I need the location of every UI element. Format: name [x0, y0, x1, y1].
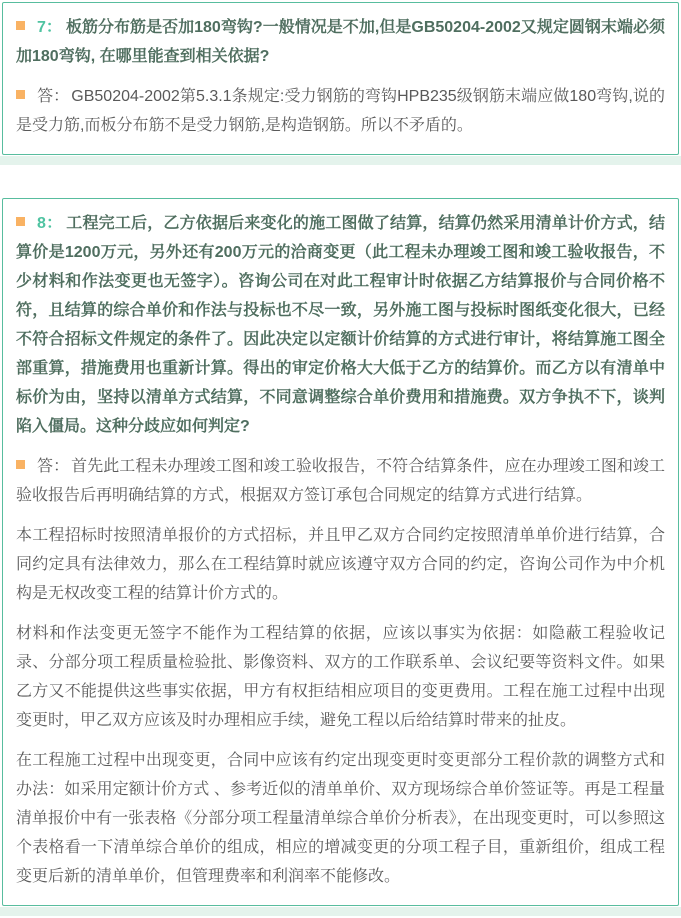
answer-label: 答： — [37, 88, 70, 105]
answer-label: 答： — [37, 458, 70, 475]
answer-text: 首先此工程未办理竣工图和竣工验收报告，不符合结算条件，应在办理竣工图和竣工验收报告后再明确结算的方式，根据双方签订承包合同规定的结算方式进行结算。 — [16, 458, 665, 504]
orange-square-bullet-icon — [16, 460, 25, 469]
orange-square-bullet-icon — [16, 217, 25, 226]
answer-8-paragraph-2: 本工程招标时按照清单报价的方式招标，并且甲乙双方合同约定按照清单单价进行结算，合同约定具有法律效力，那么在工程结算时就应该遵守双方合同的约定，咨询公司作为中介机构是无权改变工程的结算计价方式的。 — [16, 527, 665, 602]
question-number: 7： — [37, 19, 62, 36]
answer-7-paragraph — [16, 82, 665, 140]
answer-text: GB50204-2002第5.3.1条规定:受力钢筋的弯钩HPB235级钢筋末端应做180弯钩,说的是受力筋,而板分布筋不是受力钢筋,是构造钢筋。所以不矛盾的。 — [16, 88, 665, 134]
question-8-paragraph — [16, 209, 665, 441]
qa-card-8 — [2, 198, 679, 906]
question-7-paragraph — [16, 13, 665, 71]
card-bottom-strip — [0, 907, 681, 916]
question-number: 8： — [37, 215, 63, 232]
orange-square-bullet-icon — [16, 90, 25, 99]
card-bottom-strip — [0, 156, 681, 165]
answer-8-paragraph-4: 在工程施工过程中出现变更，合同中应该有约定出现变更时变更部分工程价款的调整方式和办法：如采用定额计价方式 、参考近似的清单单价、双方现场综合单价签证等。再是工程量清单报价中有一张表格《分部分项工程量清单综合单价分析表》，在出现变更时，可以参照这个表格看一下清单综合单价的组成，相应的增减变更的分项工程子目，重新组价，组成工程变更后新的清单单价，但管理费率和利润率不能修改。 — [16, 752, 665, 885]
answer-8-paragraph-1 — [16, 452, 665, 510]
orange-square-bullet-icon — [16, 21, 25, 30]
answer-8-paragraph-3: 材料和作法变更无签字不能作为工程结算的依据，应该以事实为依据：如隐蔽工程验收记录、分部分项工程质量检验批、影像资料、双方的工作联系单、会议纪要等资料文件。如果乙方又不能提供这些事实依据，甲方有权拒结相应项目的变更费用。工程在施工过程中出现变更时，甲乙双方应该及时办理相应手续，避免工程以后给结算时带来的扯皮。 — [16, 625, 665, 729]
question-text: 工程完工后，乙方依据后来变化的施工图做了结算，结算仍然采用清单计价方式，结算价是1200万元，另外还有200万元的洽商变更（此工程未办理竣工图和竣工验收报告，不少材料和作法变更也无签字）。咨询公司在对此工程审计时依据乙方结算报价与合同价格不符，且结算的综合单价和作法与投标也不尽一致，另外施工图与投标时图纸变化很大，已经不符合招标文件规定的条件了。因此决定以定额计价结算的方式进行审计，将结算施工图全部重算，措施费用也重新计算。得出的审定价格大大低于乙方的结算价。而乙方以有清单中标价为由，坚持以清单方式结算，不同意调整综合单价费用和措施费。双方争执不下，谈判陷入僵局。这种分歧应如何判定? — [16, 215, 665, 435]
question-text: 板筋分布筋是否加180弯钩?一般情况是不加,但是GB50204-2002又规定圆钢末端必须加180弯钩, 在哪里能查到相关依据? — [16, 19, 665, 65]
qa-card-7 — [2, 2, 679, 155]
